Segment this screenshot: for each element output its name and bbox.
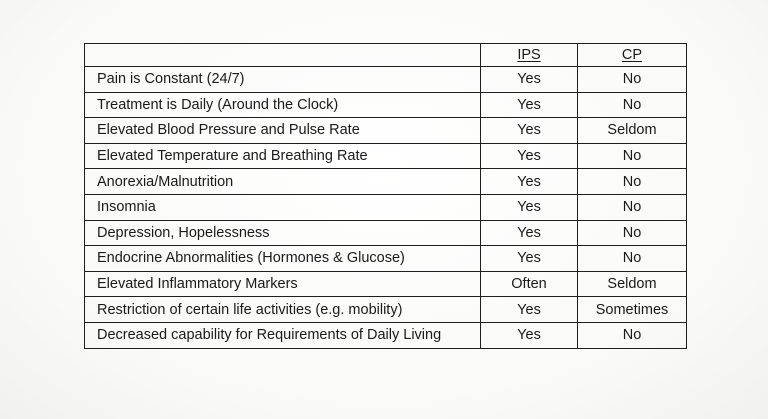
cp-cell: Seldom [578,118,687,144]
feature-cell: Elevated Inflammatory Markers [85,271,481,297]
table-row [85,297,687,323]
table-row [85,92,687,118]
feature-cell: Insomnia [85,194,481,220]
cp-cell: Seldom [578,271,687,297]
feature-cell: Endocrine Abnormalities (Hormones & Glucose) [85,246,481,272]
table-header-row [85,44,687,67]
ips-cell: Yes [481,67,578,93]
ips-cell: Yes [481,322,578,348]
cp-cell: No [578,143,687,169]
feature-cell: Treatment is Daily (Around the Clock) [85,92,481,118]
cp-cell: Sometimes [578,297,687,323]
header-cp: CP [578,44,687,67]
feature-cell: Elevated Blood Pressure and Pulse Rate [85,118,481,144]
header-feature [85,44,481,67]
cp-cell: No [578,92,687,118]
feature-cell: Elevated Temperature and Breathing Rate [85,143,481,169]
table-row [85,194,687,220]
table-row [85,67,687,93]
ips-cell: Yes [481,194,578,220]
comparison-table [84,43,687,349]
feature-cell: Pain is Constant (24/7) [85,67,481,93]
ips-cell: Yes [481,246,578,272]
table-row [85,271,687,297]
feature-cell: Restriction of certain life activities (e.g. mobility) [85,297,481,323]
table-row [85,169,687,195]
ips-cell: Yes [481,220,578,246]
table-row [85,246,687,272]
cp-cell: No [578,194,687,220]
feature-cell: Depression, Hopelessness [85,220,481,246]
cp-cell: No [578,67,687,93]
cp-cell: No [578,169,687,195]
table-row [85,220,687,246]
cp-cell: No [578,246,687,272]
ips-cell: Yes [481,92,578,118]
header-ips: IPS [481,44,578,67]
ips-cell: Yes [481,297,578,323]
ips-cell: Often [481,271,578,297]
feature-cell: Decreased capability for Requirements of Daily Living [85,322,481,348]
ips-cell: Yes [481,143,578,169]
cp-cell: No [578,220,687,246]
table-row [85,322,687,348]
cp-cell: No [578,322,687,348]
ips-cell: Yes [481,118,578,144]
feature-cell: Anorexia/Malnutrition [85,169,481,195]
table-row [85,143,687,169]
ips-cell: Yes [481,169,578,195]
table-row [85,118,687,144]
